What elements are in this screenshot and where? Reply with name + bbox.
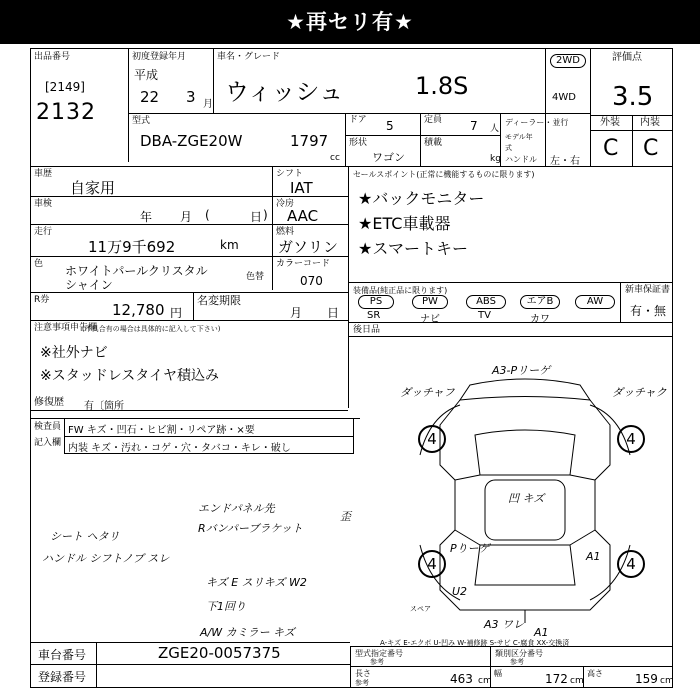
shape-value: ワゴン (372, 151, 405, 164)
tax-label: R券 (34, 295, 50, 305)
interior-label: 内装 (640, 117, 660, 128)
fuel-label: 燃料 (276, 227, 295, 237)
drive-4wd: 4WD (552, 92, 576, 103)
doors-value: 5 (386, 119, 394, 133)
diag-pillar-note: Pりーゲ (450, 542, 490, 555)
hand-note-right-4: 下1回り (206, 600, 246, 613)
usage-label: 車歴 (34, 169, 53, 179)
first-reg-month-unit: 月 (203, 99, 213, 110)
drive-2wd: 2WD (550, 54, 586, 68)
model-year-label: モデル年式 (505, 133, 533, 152)
diag-a1-right: A1 (586, 550, 601, 563)
exterior-label: 外装 (600, 117, 620, 128)
usage-value: 自家用 (70, 179, 116, 197)
score-value: 3.5 (612, 82, 654, 112)
inspection-open: ( (205, 208, 210, 222)
color-code: 070 (300, 274, 323, 288)
hand-note-right-2b: 歪 (340, 510, 351, 523)
sales-point-3: ★スマートキー (358, 239, 469, 258)
manual-value: 有・無 (630, 304, 667, 318)
tire-rear-right: 4 (617, 550, 645, 578)
mileage-label: 走行 (34, 227, 53, 237)
model-designation-sub: 参考 (370, 658, 384, 666)
tire-rear-left: 4 (418, 550, 446, 578)
hand-note-left-1: シート ヘタリ (50, 530, 120, 543)
load-label: 積載 (424, 138, 443, 148)
expiry-month: 月 (290, 306, 303, 320)
handle-label: ハンドル (505, 155, 537, 164)
tire-front-right: 4 (617, 425, 645, 453)
dealer-label: ディーラー・並行 (505, 118, 569, 127)
lot-label: 出品番号 (34, 52, 71, 62)
length-unit: cm (478, 676, 492, 686)
model-label: 型式 (132, 116, 151, 126)
first-reg-month: 3 (186, 88, 196, 106)
tire-front-left: 4 (418, 425, 446, 453)
inspection-month: 月 (180, 210, 193, 224)
exterior-score: C (603, 136, 619, 161)
car-name-label: 車名・グレード (217, 52, 281, 62)
load-unit: kg (490, 154, 501, 164)
diag-right-top-note: ダッチャク (612, 386, 667, 399)
cc-unit: cc (330, 153, 340, 163)
equip-abs: ABS (466, 295, 506, 309)
inspector-row-2: 内装 キズ・汚れ・コゲ・穴・タバコ・キレ・破し (68, 443, 291, 454)
rear-seat-label: 後日品 (353, 325, 381, 335)
score-label: 評価点 (612, 52, 642, 63)
capacity-unit: 人 (490, 124, 500, 134)
diag-roof-note: 凹 キズ (508, 492, 545, 505)
equip-aw: AW (575, 295, 615, 309)
displacement: 1797 (290, 132, 329, 150)
aircon-value: AAC (287, 207, 319, 225)
inspection-year: 年 (140, 210, 153, 224)
inspector-row-1: FW キズ・凹石・ヒビ割・リペア跡・×要 (68, 425, 255, 436)
sales-points-label: セールスポイント(正常に機能するものに限ります) (353, 170, 535, 179)
inspection-close: ) (263, 208, 268, 222)
interior-score: C (643, 136, 659, 161)
height-unit: cm (660, 676, 674, 686)
model-value: DBA-ZGE20W (140, 132, 243, 150)
diag-spare: スペア (410, 605, 431, 613)
shift-value: IAT (290, 179, 313, 197)
hand-note-right-3: キズ E スリキズ W2 (206, 576, 307, 589)
first-reg-era: 平成 (134, 68, 159, 82)
color-label: 色 (34, 259, 44, 269)
handle-options: 左・右 (550, 156, 580, 167)
inspection-day: 日 (250, 210, 263, 224)
sales-point-1: ★バックモニター (358, 189, 485, 208)
equip-ps: PS (358, 295, 394, 309)
sales-point-2: ★ETC車載器 (358, 214, 451, 233)
notes-sub-label: (不具合有の場合は具体的に記入して下さい) (82, 325, 221, 333)
car-grade: 1.8S (415, 72, 469, 100)
lot-sub: [2149] (45, 80, 85, 94)
inspector-label-2: 記入欄 (34, 438, 62, 448)
width-unit: cm (570, 676, 584, 686)
equip-pw: PW (412, 295, 448, 309)
chassis-label: 車台番号 (38, 648, 87, 662)
category-sub: 参考 (510, 658, 524, 666)
diag-u2: U2 (452, 585, 468, 598)
color-change-label: 色替 (246, 272, 265, 282)
category-label: 類別区分番号 (495, 649, 543, 658)
repair-value: 有〔箇所 (84, 401, 124, 412)
inspection-label: 車検 (34, 199, 53, 209)
equip-sr: SR (367, 310, 381, 321)
chassis-value: ZGE20-0057375 (158, 644, 281, 662)
color-line2: シャイン (65, 278, 113, 292)
legend: A-キズ E-エクボ U-凹み W-補修跡 S-サビ C-腐食 XX-交換済 (380, 639, 570, 647)
hand-note-right-2: Rバンパーブラケット (198, 522, 303, 535)
diag-front-note: A3-Pリーゲ (492, 364, 551, 377)
hand-note-right-5: A/W カミラー キズ (200, 626, 295, 639)
shape-label: 形状 (349, 138, 368, 148)
length-sub: 参考 (355, 679, 369, 687)
color-code-label: カラーコード (276, 259, 331, 269)
repair-label: 修復歴 (34, 397, 64, 408)
width-label: 幅 (494, 669, 502, 678)
tax-value: 12,780 (112, 301, 165, 319)
equipment-label: 装備品(純正品に限ります) (353, 286, 448, 295)
inspector-label-1: 検査員 (34, 422, 62, 432)
equip-navi: ナビ (420, 314, 440, 325)
note-2: ※スタッドレスタイヤ積込み (40, 368, 220, 384)
shift-label: シフト (276, 169, 304, 179)
diag-rear-a1: A1 (534, 626, 549, 639)
note-1: ※社外ナビ (40, 345, 108, 361)
expiry-day: 日 (327, 306, 340, 320)
notes-label: 注意事項申告欄 (34, 323, 98, 333)
manual-label: 新車保証書 (625, 285, 671, 295)
first-reg-year: 22 (140, 88, 160, 106)
fuel-value: ガソリン (278, 238, 339, 256)
capacity-label: 定員 (424, 115, 443, 125)
equip-airbag: エアB (520, 295, 560, 309)
length-value: 463 (450, 672, 473, 686)
doors-label: ドア (349, 115, 367, 125)
reg-number-label: 登録番号 (38, 670, 87, 684)
color-line1: ホワイトパールクリスタル (65, 264, 208, 278)
equip-tv: TV (478, 310, 491, 321)
width-value: 172 (545, 672, 568, 686)
length-label: 長さ (355, 669, 371, 678)
hand-note-left-2: ハンドル シフトノブ スレ (42, 552, 170, 565)
car-name: ウィッシュ (225, 78, 344, 106)
height-label: 高さ (587, 669, 603, 678)
tax-unit: 円 (170, 306, 183, 320)
diag-rear-a3: A3 ワレ (484, 618, 525, 631)
height-value: 159 (635, 672, 658, 686)
mileage-unit: km (220, 238, 239, 252)
mileage-value: 11万9千692 (88, 238, 176, 256)
first-reg-label: 初度登録年月 (132, 52, 187, 62)
diag-left-top-note: ダッチャフ (400, 386, 455, 399)
aircon-label: 冷房 (276, 199, 295, 209)
hand-note-right-1: エンドパネル先 (198, 502, 275, 515)
equip-leather: カワ (530, 314, 550, 325)
model-designation-label: 型式指定番号 (355, 649, 403, 658)
lot-number: 2132 (36, 100, 96, 125)
expiry-label: 名変期限 (197, 294, 241, 307)
capacity-value: 7 (470, 119, 478, 133)
banner: ★再セリ有★ (0, 0, 700, 44)
